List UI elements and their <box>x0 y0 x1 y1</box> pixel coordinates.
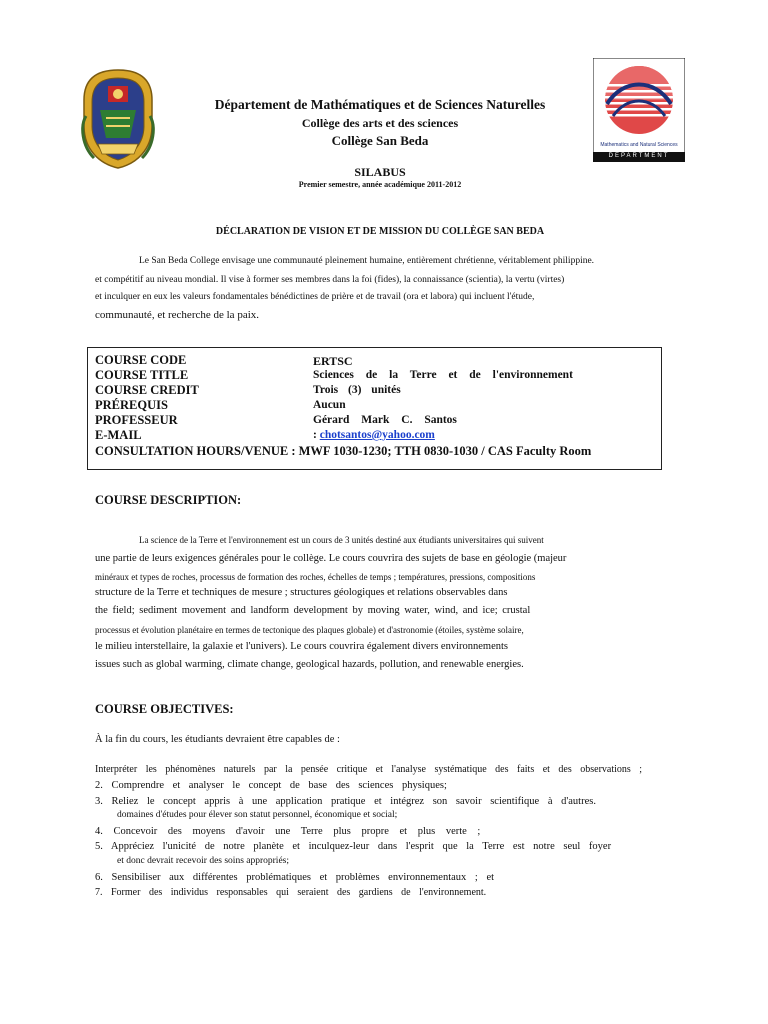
objective-item: 6. Sensibiliser aux différentes problématiques et problèmes environnementaux ; et <box>95 872 495 883</box>
department-title: Département de Mathématiques et de Sciences Naturelles <box>214 97 546 112</box>
objective-item: Interpréter les phénomènes naturels par la pensée critique et l'analyse systématique des faits et des observations ; <box>95 764 643 775</box>
course-objectives-title: COURSE OBJECTIVES: <box>95 702 234 716</box>
semester-subtitle: Premier semestre, année académique 2011-2012 <box>298 180 462 189</box>
course-code-label: COURSE CODE <box>95 353 187 367</box>
vision-line: Le San Beda College envisage une communauté pleinement humaine, entièrement chrétienne, véritablement philippine. <box>139 256 595 266</box>
objective-item: 2. Comprendre et analyser le concept de base des sciences physiques; <box>95 780 447 791</box>
professor-value: Gérard Mark C. Santos <box>313 414 457 426</box>
description-line: structure de la Terre et techniques de mesure ; structures géologiques et relations observables dans <box>95 587 508 598</box>
objectives-intro: À la fin du cours, les étudiants devraient être capables de : <box>95 734 340 745</box>
prereq-label: PRÉREQUIS <box>95 398 168 412</box>
department-logo <box>593 58 685 162</box>
vision-line: et compétitif au niveau mondial. Il vise à former ses membres dans la foi (fides), la connaissance (scientia), la vertu (virtes) <box>95 275 565 285</box>
logo-department-text: DEPARTMENT <box>608 153 670 159</box>
description-line: une partie de leurs exigences générales pour le collège. Le cours couvrira des sujets de base en géologie (majeur <box>95 553 567 564</box>
college-name: Collège San Beda <box>331 133 429 148</box>
description-line: processus et évolution planétaire en termes de tectonique des plaques globale) et d'astronomie (étoiles, système solaire, <box>95 625 524 635</box>
email-value <box>313 429 435 441</box>
course-credit-label: COURSE CREDIT <box>95 383 199 397</box>
objective-item: et donc devrait recevoir des soins appropriés; <box>117 856 289 866</box>
vision-line: communauté, et recherche de la paix. <box>95 309 260 321</box>
professor-label: PROFESSEUR <box>95 413 178 427</box>
college-seal-icon <box>80 66 156 170</box>
course-credit-value: Trois (3) unités <box>313 384 401 396</box>
college-arts-title: Collège des arts et des sciences <box>301 116 459 130</box>
objective-item: 3. Reliez le concept appris à une application pratique et intégrez son savoir scientifique à d'autres. <box>95 796 596 807</box>
prereq-value: Aucun <box>313 399 346 411</box>
course-title-value: Sciences de la Terre et de l'environnement <box>313 369 573 381</box>
description-line: La science de la Terre et l'environnement est un cours de 3 unités destiné aux étudiants universitaires qui suivent <box>139 535 544 545</box>
email-prefix: : <box>313 429 320 441</box>
course-code-value: ERTSC <box>313 354 353 368</box>
description-line: minéraux et types de roches, processus de formation des roches, échelles de temps ; températures, pressions, compositions <box>95 572 536 582</box>
vision-line: et inculquer en eux les valeurs fondamentales bénédictines de prière et de travail (ora et labora) qui incluent l'étude, <box>95 292 535 302</box>
syllabus-title: SILABUS <box>354 165 406 179</box>
objective-item: 7. Former des individus responsables qui seraient des gardiens de l'environnement. <box>95 887 487 898</box>
course-title-label: COURSE TITLE <box>95 368 189 382</box>
description-line: the field; sediment movement and landform development by moving water, wind, and ice; crustal <box>95 605 531 616</box>
objective-item: domaines d'études pour élever son statut personnel, économique et social; <box>117 810 398 820</box>
objective-item: 4. Concevoir des moyens d'avoir une Terre plus propre et plus verte ; <box>95 826 481 837</box>
description-line: le milieu interstellaire, la galaxie et l'univers). Le cours couvrira également divers environnements <box>95 641 508 652</box>
vision-mission-title: DÉCLARATION DE VISION ET DE MISSION DU COLLÈGE SAN BEDA <box>215 226 545 237</box>
description-line: issues such as global warming, climate change, geological hazards, pollution, and renewable energies. <box>95 659 524 670</box>
consultation-hours: CONSULTATION HOURS/VENUE : MWF 1030-1230; TTH 0830-1030 / CAS Faculty Room <box>95 444 592 458</box>
logo-caption: Mathematics and Natural Sciences <box>600 142 678 148</box>
objective-item: 5. Appréciez l'unicité de notre planète et inculquez-leur dans l'esprit que la Terre est notre seul foyer <box>95 841 612 852</box>
email-link[interactable]: chotsantos@yahoo.com <box>319 429 435 441</box>
email-label: E-MAIL <box>95 428 142 442</box>
course-description-title: COURSE DESCRIPTION: <box>95 493 242 507</box>
